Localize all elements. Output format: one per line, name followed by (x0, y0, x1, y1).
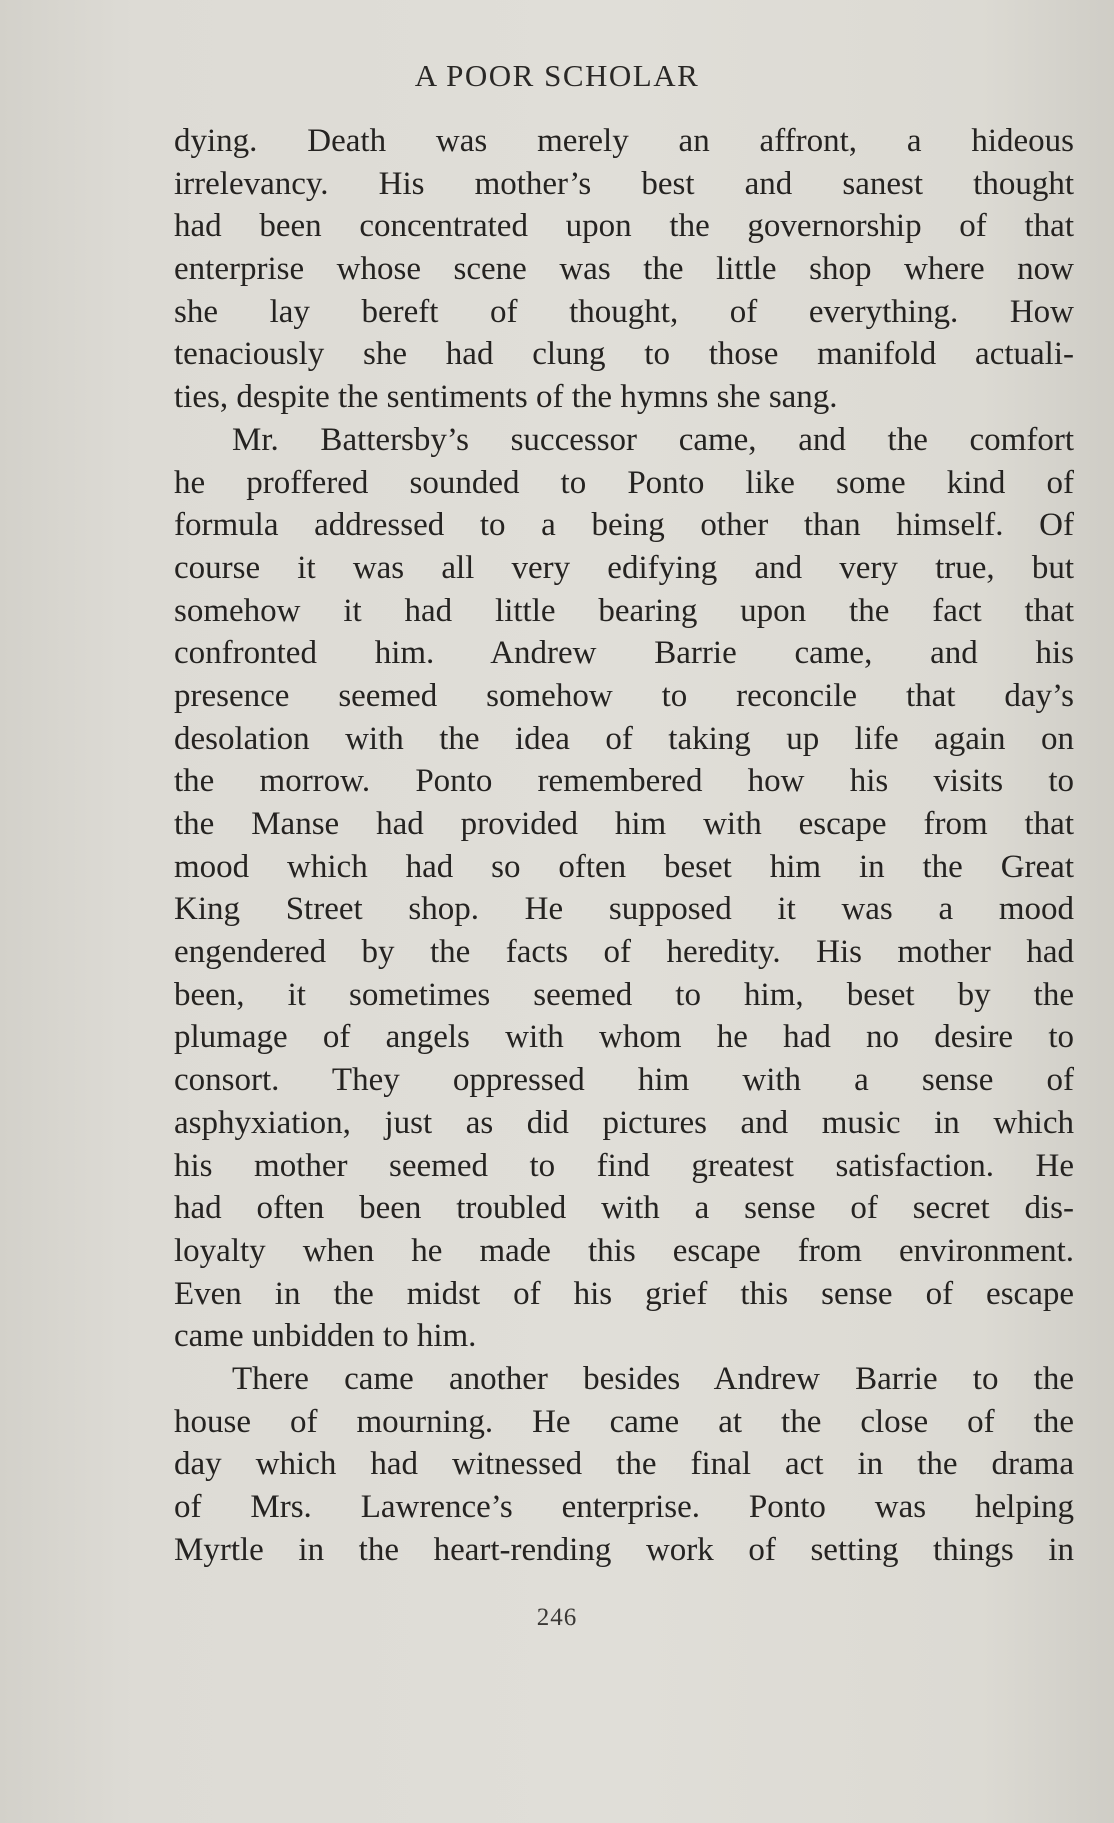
text-line: the Manse had provided him with escape from that (174, 806, 1074, 842)
text-line: the morrow. Ponto remembered how his visits to (174, 763, 1074, 800)
page-number: 246 (536, 1604, 578, 1631)
text-line: his mother seemed to find greatest satisfaction. He (174, 1147, 1074, 1184)
text-line: she lay bereft of thought, of everything. How (174, 293, 1074, 330)
text-line: asphyxiation, just as did pictures and music in which (174, 1104, 1074, 1141)
text-line: consort. They oppressed him with a sense of (174, 1062, 1074, 1099)
text-line: desolation with the idea of taking up life again on (174, 720, 1074, 757)
text-line: tenaciously she had clung to those manifold actuali- (174, 336, 1074, 373)
text-line: confronted him. Andrew Barrie came, and his (174, 635, 1074, 672)
text-line: house of mourning. He came at the close of the (174, 1403, 1074, 1440)
text-line: irrelevancy. His mother’s best and sanest thought (174, 165, 1074, 202)
text-line: been, it sometimes seemed to him, beset by the (174, 976, 1074, 1013)
text-line: enterprise whose scene was the little shop where now (174, 251, 1074, 288)
running-head: A POOR SCHOLAR (414, 58, 700, 93)
text-line: he proffered sounded to Ponto like some kind of (174, 464, 1074, 501)
text-line: plumage of angels with whom he had no desire to (174, 1019, 1074, 1056)
text-line: There came another besides Andrew Barrie to the (232, 1360, 1074, 1397)
body-text (174, 120, 1074, 1571)
text-line: Mr. Battersby’s successor came, and the comfort (232, 421, 1074, 458)
text-line: somehow it had little bearing upon the fact that (174, 592, 1074, 629)
text-line: Myrtle in the heart-rending work of setting things in (174, 1531, 1074, 1568)
text-line: loyalty when he made this escape from environment. (174, 1232, 1074, 1269)
text-line: had been concentrated upon the governorship of that (174, 208, 1074, 245)
text-line: Even in the midst of his grief this sense of escape (174, 1275, 1074, 1312)
text-line: formula addressed to a being other than himself. Of (174, 507, 1074, 544)
text-line: of Mrs. Lawrence’s enterprise. Ponto was helping (174, 1489, 1074, 1525)
text-line: ties, despite the sentiments of the hymns she sang. (174, 379, 838, 416)
text-line: engendered by the facts of heredity. His mother had (174, 934, 1074, 971)
text-line: dying. Death was merely an affront, a hideous (174, 123, 1074, 159)
text-line: course it was all very edifying and very true, but (174, 549, 1074, 586)
text-line: day which had witnessed the final act in the drama (174, 1446, 1074, 1483)
text-line: presence seemed somehow to reconcile that day’s (174, 677, 1074, 714)
text-line: had often been troubled with a sense of secret dis- (174, 1190, 1074, 1227)
text-line: mood which had so often beset him in the Great (174, 848, 1074, 885)
text-line: came unbidden to him. (174, 1318, 477, 1355)
text-line: King Street shop. He supposed it was a mood (174, 891, 1074, 928)
